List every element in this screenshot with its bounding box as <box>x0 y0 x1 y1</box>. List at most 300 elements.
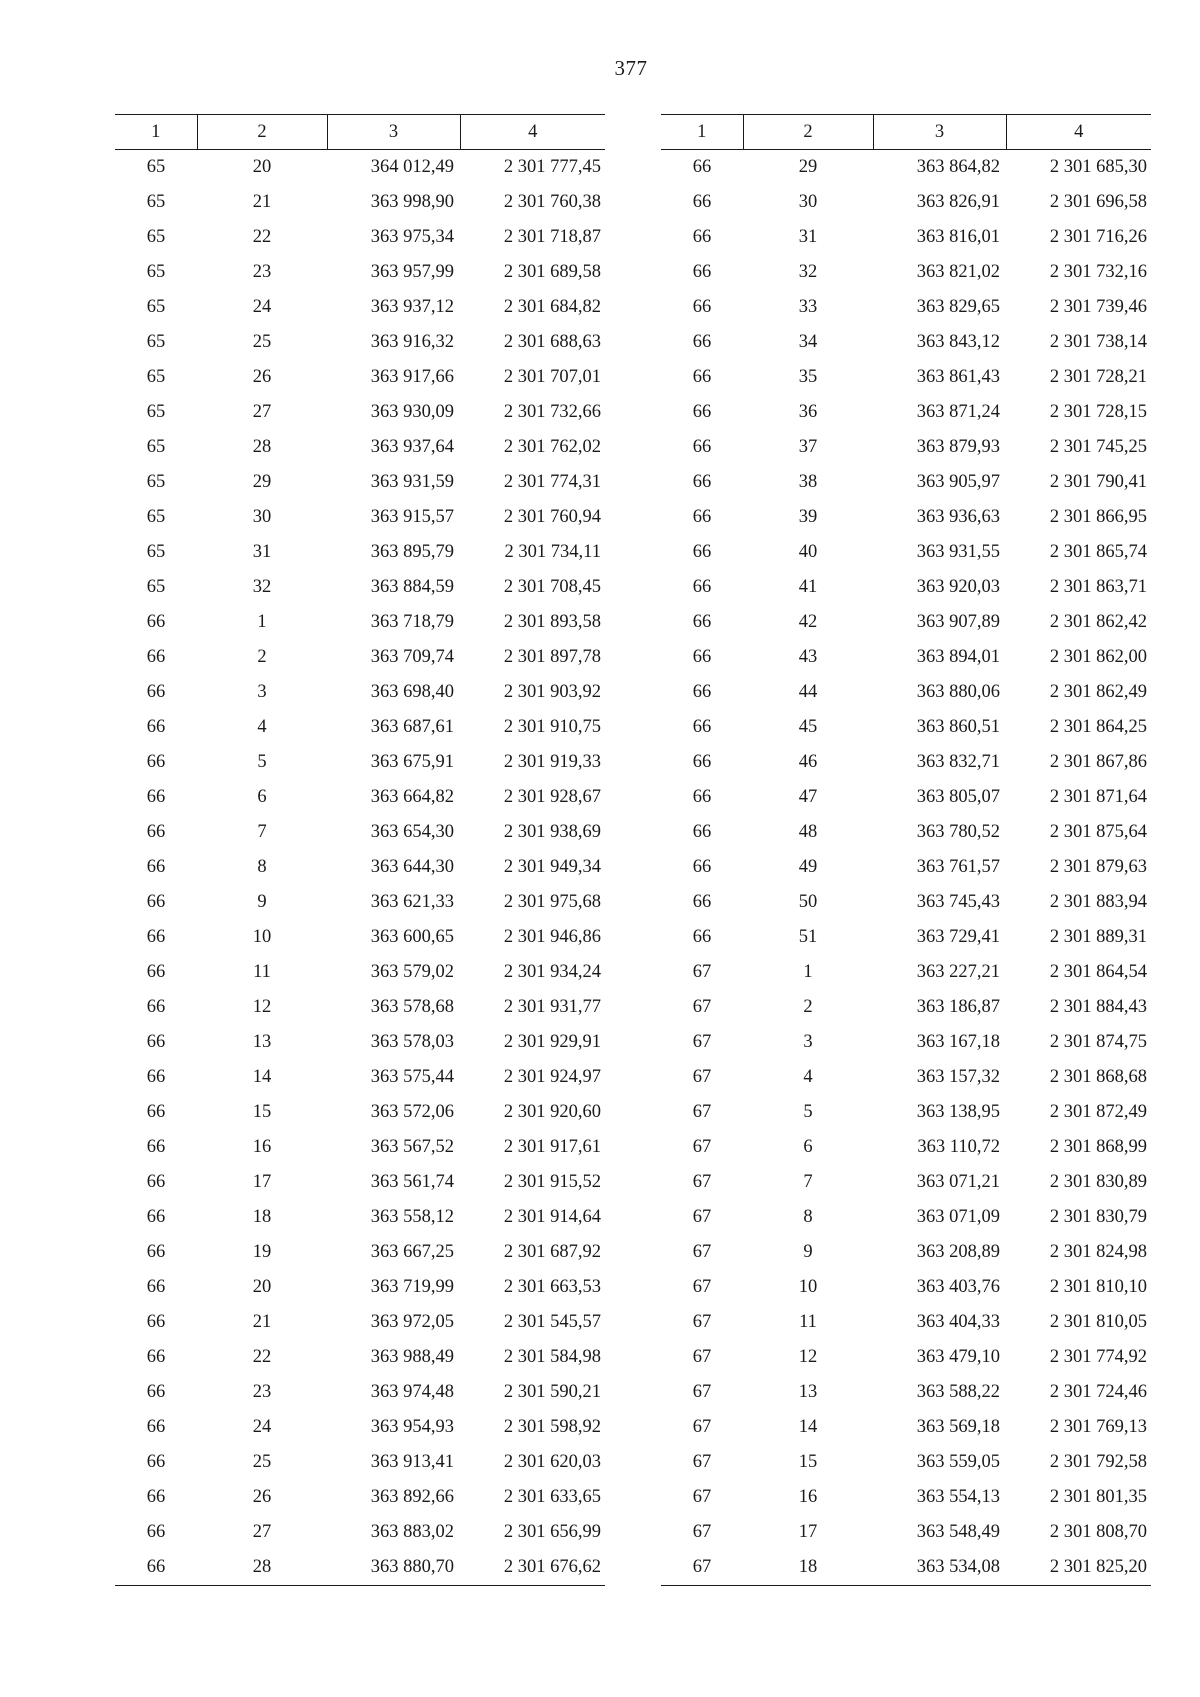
contour-number-cell: 66 <box>146 997 166 1017</box>
contour-number-cell: 66 <box>146 1137 166 1157</box>
point-number-cell: 43 <box>798 647 818 667</box>
coordinate-y-cell: 2 301 866,95 <box>1049 507 1147 527</box>
coordinate-x-cell: 363 884,59 <box>370 577 454 597</box>
point-number-cell: 38 <box>798 472 818 492</box>
coordinate-x-cell: 363 937,64 <box>370 437 454 457</box>
coordinate-x-cell: 363 548,49 <box>916 1522 1000 1542</box>
contour-number-cell: 66 <box>146 1417 166 1437</box>
coordinate-x-cell: 363 558,12 <box>370 1207 454 1227</box>
coordinate-y-cell: 2 301 760,94 <box>503 507 601 527</box>
contour-number-cell: 66 <box>146 1207 166 1227</box>
coordinate-x-cell: 363 561,74 <box>370 1172 454 1192</box>
point-number-cell: 28 <box>197 1550 327 1586</box>
coordinate-y-cell: 2 301 774,31 <box>503 472 601 492</box>
coordinate-x-cell: 363 110,72 <box>917 1137 1000 1157</box>
coordinate-x-cell: 363 698,40 <box>370 682 454 702</box>
point-number-cell: 20 <box>252 157 272 177</box>
contour-number-cell: 67 <box>692 997 712 1017</box>
coordinate-y-cell: 2 301 810,05 <box>1049 1312 1147 1332</box>
contour-number-cell: 66 <box>146 857 166 877</box>
coordinate-y-cell: 2 301 889,31 <box>1049 927 1147 947</box>
table-row <box>115 1235 605 1270</box>
coordinate-x-cell: 363 905,97 <box>916 472 1000 492</box>
coordinate-x-cell: 363 404,33 <box>916 1312 1000 1332</box>
coordinate-x-cell: 363 675,91 <box>370 752 454 772</box>
contour-number-cell: 66 <box>692 612 712 632</box>
point-number-cell: 5 <box>257 752 267 772</box>
coordinate-x-cell: 363 894,01 <box>916 647 1000 667</box>
contour-number-cell: 67 <box>692 1067 712 1087</box>
point-number-cell: 29 <box>252 472 272 492</box>
point-number-cell: 4 <box>257 717 267 737</box>
coordinate-y-cell: 2 301 830,89 <box>1049 1172 1147 1192</box>
coordinate-y-cell: 2 301 739,46 <box>1049 297 1147 317</box>
contour-number-cell: 67 <box>692 1487 712 1507</box>
point-number-cell: 42 <box>798 612 818 632</box>
contour-number-cell: 66 <box>146 962 166 982</box>
coordinate-y-cell: 2 301 975,68 <box>503 892 601 912</box>
point-number-cell: 48 <box>798 822 818 842</box>
coordinate-y-cell: 2 301 684,82 <box>503 297 601 317</box>
coordinate-y-cell: 2 301 745,25 <box>1049 437 1147 457</box>
point-number-cell: 9 <box>803 1242 813 1262</box>
contour-number-cell: 66 <box>146 1032 166 1052</box>
table-row <box>115 500 605 535</box>
coordinate-x-cell: 363 920,03 <box>916 577 1000 597</box>
point-number-cell: 22 <box>252 1347 272 1367</box>
coordinate-y-cell: 2 301 760,38 <box>503 192 601 212</box>
table-row <box>115 675 605 710</box>
table-row <box>661 1235 1151 1270</box>
contour-number-cell: 67 <box>692 1032 712 1052</box>
contour-number-cell: 66 <box>146 892 166 912</box>
coordinate-y-cell: 2 301 946,86 <box>503 927 601 947</box>
coordinate-x-cell: 363 957,99 <box>370 262 454 282</box>
coordinate-y-cell: 2 301 584,98 <box>503 1347 601 1367</box>
point-number-cell: 1 <box>803 962 813 982</box>
coordinate-x-cell: 363 860,51 <box>916 717 1000 737</box>
table-row <box>661 920 1151 955</box>
coordinate-x-cell: 363 664,82 <box>370 787 454 807</box>
point-number-cell: 21 <box>252 1312 272 1332</box>
coordinate-x-cell: 363 861,43 <box>916 367 1000 387</box>
contour-number-cell: 66 <box>146 1347 166 1367</box>
coordinate-x-cell: 363 816,01 <box>916 227 1000 247</box>
coordinate-x-cell: 363 554,13 <box>916 1487 1000 1507</box>
contour-number-cell: 66 <box>146 1312 166 1332</box>
contour-number-cell: 66 <box>692 367 712 387</box>
contour-number-cell: 66 <box>692 717 712 737</box>
table-row <box>115 640 605 675</box>
coordinate-x-cell: 363 479,10 <box>916 1347 1000 1367</box>
point-number-cell: 13 <box>798 1382 818 1402</box>
table-row <box>661 1340 1151 1375</box>
point-number-cell: 8 <box>257 857 267 877</box>
table-row <box>115 605 605 640</box>
contour-number-cell: 66 <box>146 927 166 947</box>
contour-number-cell: 66 <box>692 682 712 702</box>
column-header-3: 3 <box>327 115 460 150</box>
point-number-cell: 7 <box>257 822 267 842</box>
coordinate-y-cell: 2 301 830,79 <box>1049 1207 1147 1227</box>
table-row <box>115 920 605 955</box>
contour-number-cell: 66 <box>692 472 712 492</box>
contour-number-cell: 66 <box>692 542 712 562</box>
coordinate-x-cell: 363 972,05 <box>370 1312 454 1332</box>
contour-number-cell: 66 <box>692 647 712 667</box>
point-number-cell: 26 <box>252 367 272 387</box>
coordinate-y-cell: 2 301 872,49 <box>1049 1102 1147 1122</box>
table-row <box>661 150 1151 186</box>
point-number-cell: 24 <box>252 297 272 317</box>
coordinate-y-cell: 2 301 883,94 <box>1049 892 1147 912</box>
point-number-cell: 44 <box>798 682 818 702</box>
coordinate-x-cell: 363 575,44 <box>370 1067 454 1087</box>
coordinate-y-cell: 2 301 915,52 <box>503 1172 601 1192</box>
coordinate-y-cell: 2 301 938,69 <box>503 822 601 842</box>
coordinate-x-cell: 363 915,57 <box>370 507 454 527</box>
point-number-cell: 23 <box>252 262 272 282</box>
coordinate-y-cell: 2 301 774,92 <box>1049 1347 1147 1367</box>
point-number-cell: 2 <box>257 647 267 667</box>
coordinate-x-cell: 363 936,63 <box>916 507 1000 527</box>
contour-number-cell: 67 <box>692 1312 712 1332</box>
contour-number-cell: 67 <box>661 1550 743 1586</box>
coordinate-y-cell: 2 301 689,58 <box>503 262 601 282</box>
coordinate-y-cell: 2 301 920,60 <box>503 1102 601 1122</box>
point-number-cell: 37 <box>798 437 818 457</box>
coordinate-y-cell: 2 301 590,21 <box>503 1382 601 1402</box>
coordinate-y-cell: 2 301 931,77 <box>503 997 601 1017</box>
table-row <box>661 1375 1151 1410</box>
coordinate-y-cell: 2 301 708,45 <box>503 577 601 597</box>
contour-number-cell: 66 <box>692 507 712 527</box>
point-number-cell: 10 <box>252 927 272 947</box>
point-number-cell: 50 <box>798 892 818 912</box>
point-number-cell: 16 <box>252 1137 272 1157</box>
point-number-cell: 4 <box>803 1067 813 1087</box>
coordinate-x-cell: 363 600,65 <box>370 927 454 947</box>
coordinate-x-cell: 363 578,03 <box>370 1032 454 1052</box>
contour-number-cell: 66 <box>146 1452 166 1472</box>
coordinate-y-cell: 2 301 862,00 <box>1049 647 1147 667</box>
coordinate-y-cell: 2 301 656,99 <box>503 1522 601 1542</box>
point-number-cell: 46 <box>798 752 818 772</box>
contour-number-cell: 65 <box>146 332 166 352</box>
coordinate-x-cell: 363 572,06 <box>370 1102 454 1122</box>
coordinate-x-cell: 363 974,48 <box>370 1382 454 1402</box>
point-number-cell: 14 <box>252 1067 272 1087</box>
coordinate-x-cell: 363 138,95 <box>916 1102 1000 1122</box>
contour-number-cell: 66 <box>692 892 712 912</box>
table-row <box>661 1060 1151 1095</box>
coordinate-y-cell: 2 301 919,33 <box>503 752 601 772</box>
table-row <box>115 815 605 850</box>
point-number-cell: 19 <box>252 1242 272 1262</box>
table-row <box>115 185 605 220</box>
point-number-cell: 32 <box>798 262 818 282</box>
point-number-cell: 31 <box>798 227 818 247</box>
coordinate-y-cell: 2 301 734,11 <box>504 542 601 562</box>
table-row <box>661 745 1151 780</box>
contour-number-cell: 66 <box>146 647 166 667</box>
coordinate-x-cell: 363 829,65 <box>916 297 1000 317</box>
table-row <box>115 290 605 325</box>
contour-number-cell: 67 <box>692 1172 712 1192</box>
contour-number-cell: 67 <box>692 1522 712 1542</box>
table-body <box>115 150 605 1586</box>
point-number-cell: 32 <box>252 577 272 597</box>
coordinate-x-cell: 363 931,55 <box>916 542 1000 562</box>
coordinate-x-cell: 363 883,02 <box>370 1522 454 1542</box>
coordinates-table-left <box>115 114 605 1586</box>
point-number-cell: 6 <box>257 787 267 807</box>
coordinate-y-cell: 2 301 728,15 <box>1049 402 1147 422</box>
point-number-cell: 16 <box>798 1487 818 1507</box>
contour-number-cell: 67 <box>692 1102 712 1122</box>
contour-number-cell: 66 <box>692 437 712 457</box>
table-row <box>115 1480 605 1515</box>
column-header-1: 1 <box>661 115 743 150</box>
coordinate-y-cell: 2 301 879,63 <box>1049 857 1147 877</box>
table-row <box>115 1410 605 1445</box>
table-row <box>661 1305 1151 1340</box>
contour-number-cell: 67 <box>692 1207 712 1227</box>
contour-number-cell: 66 <box>692 402 712 422</box>
table-row <box>115 1200 605 1235</box>
point-number-cell: 30 <box>252 507 272 527</box>
point-number-cell: 13 <box>252 1032 272 1052</box>
coordinate-y-cell: 2 301 824,98 <box>1049 1242 1147 1262</box>
table-row <box>115 1445 605 1480</box>
table-row <box>115 255 605 290</box>
coordinate-y-cell: 2 301 863,71 <box>1049 577 1147 597</box>
table-row <box>115 465 605 500</box>
contour-number-cell: 65 <box>146 472 166 492</box>
coordinate-x-cell: 363 864,82 <box>916 157 1000 177</box>
coordinate-x-cell: 363 821,02 <box>916 262 1000 282</box>
contour-number-cell: 67 <box>692 1242 712 1262</box>
table-row <box>661 990 1151 1025</box>
point-number-cell: 7 <box>803 1172 813 1192</box>
column-header-4: 4 <box>460 115 605 150</box>
table-row <box>661 290 1151 325</box>
coordinate-x-cell: 363 745,43 <box>916 892 1000 912</box>
table-row <box>661 1410 1151 1445</box>
contour-number-cell: 65 <box>146 297 166 317</box>
contour-number-cell: 66 <box>146 787 166 807</box>
coordinate-y-cell: 2 301 914,64 <box>503 1207 601 1227</box>
table-row <box>115 150 605 186</box>
table-row <box>115 745 605 780</box>
point-number-cell: 33 <box>798 297 818 317</box>
coordinate-y-cell: 2 301 903,92 <box>503 682 601 702</box>
coordinate-x-cell: 363 880,06 <box>916 682 1000 702</box>
point-number-cell: 39 <box>798 507 818 527</box>
coordinate-x-cell: 363 805,07 <box>916 787 1000 807</box>
page-number: 377 <box>614 56 648 80</box>
contour-number-cell: 65 <box>146 507 166 527</box>
table-row <box>661 780 1151 815</box>
point-number-cell: 47 <box>798 787 818 807</box>
table-header-row <box>661 115 1151 150</box>
contour-number-cell: 65 <box>146 157 166 177</box>
table-row <box>661 605 1151 640</box>
table-row <box>661 500 1151 535</box>
coordinate-y-cell: 2 301 862,42 <box>1049 612 1147 632</box>
coordinate-x-cell: 363 826,91 <box>916 192 1000 212</box>
coordinate-y-cell: 2 301 917,61 <box>503 1137 601 1157</box>
table-row <box>115 1095 605 1130</box>
point-number-cell: 1 <box>257 612 267 632</box>
table-row <box>661 1165 1151 1200</box>
point-number-cell: 25 <box>252 1452 272 1472</box>
point-number-cell: 51 <box>798 927 818 947</box>
point-number-cell: 28 <box>252 437 272 457</box>
contour-number-cell: 67 <box>692 1452 712 1472</box>
table-row <box>661 640 1151 675</box>
point-number-cell: 5 <box>803 1102 813 1122</box>
table-row <box>115 885 605 920</box>
table-row <box>115 850 605 885</box>
contour-number-cell: 66 <box>692 752 712 772</box>
table-row <box>661 1025 1151 1060</box>
table-row <box>115 360 605 395</box>
coordinate-y-cell: 2 301 934,24 <box>503 962 601 982</box>
table-row <box>115 220 605 255</box>
table-row <box>115 395 605 430</box>
point-number-cell: 12 <box>252 997 272 1017</box>
table-row <box>115 1270 605 1305</box>
contour-number-cell: 65 <box>146 192 166 212</box>
coordinate-x-cell: 363 644,30 <box>370 857 454 877</box>
table-row <box>661 535 1151 570</box>
coordinate-y-cell: 2 301 769,13 <box>1049 1417 1147 1437</box>
contour-number-cell: 66 <box>692 822 712 842</box>
contour-number-cell: 66 <box>146 1102 166 1122</box>
contour-number-cell: 67 <box>692 962 712 982</box>
table-row <box>115 710 605 745</box>
table-row <box>661 1270 1151 1305</box>
coordinate-y-cell: 2 301 868,68 <box>1049 1067 1147 1087</box>
table-row <box>661 220 1151 255</box>
point-number-cell: 18 <box>743 1550 873 1586</box>
point-number-cell: 15 <box>798 1452 818 1472</box>
contour-number-cell: 66 <box>146 1242 166 1262</box>
coordinate-x-cell: 363 569,18 <box>916 1417 1000 1437</box>
point-number-cell: 14 <box>798 1417 818 1437</box>
table-row <box>115 1515 605 1550</box>
coordinate-y-cell: 2 301 825,20 <box>1006 1550 1151 1586</box>
point-number-cell: 20 <box>252 1277 272 1297</box>
coordinate-y-cell: 2 301 685,30 <box>1049 157 1147 177</box>
coordinate-x-cell: 363 930,09 <box>370 402 454 422</box>
contour-number-cell: 66 <box>146 682 166 702</box>
table-header-row <box>115 115 605 150</box>
point-number-cell: 45 <box>798 717 818 737</box>
contour-number-cell: 67 <box>692 1417 712 1437</box>
coordinate-y-cell: 2 301 762,02 <box>503 437 601 457</box>
contour-number-cell: 67 <box>692 1277 712 1297</box>
coordinate-x-cell: 363 208,89 <box>916 1242 1000 1262</box>
coordinate-x-cell: 363 879,93 <box>916 437 1000 457</box>
table-row <box>115 535 605 570</box>
table-row <box>661 1515 1151 1550</box>
table-row <box>661 185 1151 220</box>
point-number-cell: 34 <box>798 332 818 352</box>
coordinate-y-cell: 2 301 867,86 <box>1049 752 1147 772</box>
coordinate-x-cell: 363 071,21 <box>916 1172 1000 1192</box>
contour-number-cell: 66 <box>692 227 712 247</box>
contour-number-cell: 65 <box>146 437 166 457</box>
coordinate-x-cell: 363 578,68 <box>370 997 454 1017</box>
point-number-cell: 8 <box>803 1207 813 1227</box>
table-row <box>661 360 1151 395</box>
table-row <box>661 815 1151 850</box>
coordinate-x-cell: 363 975,34 <box>370 227 454 247</box>
table-row <box>115 325 605 360</box>
coordinate-y-cell: 2 301 728,21 <box>1049 367 1147 387</box>
point-number-cell: 6 <box>803 1137 813 1157</box>
coordinate-y-cell: 2 301 724,46 <box>1049 1382 1147 1402</box>
table-row <box>115 570 605 605</box>
table-row <box>661 1095 1151 1130</box>
contour-number-cell: 67 <box>692 1137 712 1157</box>
contour-number-cell: 66 <box>146 752 166 772</box>
coordinate-x-cell: 363 718,79 <box>370 612 454 632</box>
point-number-cell: 11 <box>799 1312 817 1332</box>
coordinate-y-cell: 2 301 792,58 <box>1049 1452 1147 1472</box>
contour-number-cell: 66 <box>692 332 712 352</box>
coordinate-x-cell: 363 998,90 <box>370 192 454 212</box>
coordinate-y-cell: 2 301 874,75 <box>1049 1032 1147 1052</box>
coordinate-x-cell: 363 843,12 <box>916 332 1000 352</box>
coordinate-y-cell: 2 301 864,54 <box>1049 962 1147 982</box>
coordinate-x-cell: 363 988,49 <box>370 1347 454 1367</box>
point-number-cell: 27 <box>252 402 272 422</box>
point-number-cell: 29 <box>798 157 818 177</box>
table-row <box>661 1130 1151 1165</box>
coordinate-y-cell: 2 301 790,41 <box>1049 472 1147 492</box>
contour-number-cell: 66 <box>146 1487 166 1507</box>
table-row <box>661 1445 1151 1480</box>
contour-number-cell: 66 <box>115 1550 197 1586</box>
table-row <box>661 710 1151 745</box>
coordinate-x-cell: 363 892,66 <box>370 1487 454 1507</box>
table-row <box>661 1550 1151 1586</box>
contour-number-cell: 65 <box>146 227 166 247</box>
table-row <box>115 1375 605 1410</box>
table-row <box>115 1550 605 1586</box>
contour-number-cell: 66 <box>146 1522 166 1542</box>
coordinate-x-cell: 363 186,87 <box>916 997 1000 1017</box>
coordinate-x-cell: 363 559,05 <box>916 1452 1000 1472</box>
coordinate-x-cell: 363 227,21 <box>916 962 1000 982</box>
point-number-cell: 9 <box>257 892 267 912</box>
coordinate-x-cell: 363 780,52 <box>916 822 1000 842</box>
table-row <box>115 1305 605 1340</box>
contour-number-cell: 66 <box>146 822 166 842</box>
contour-number-cell: 66 <box>146 1172 166 1192</box>
coordinate-y-cell: 2 301 676,62 <box>460 1550 605 1586</box>
point-number-cell: 40 <box>798 542 818 562</box>
coordinate-y-cell: 2 301 633,65 <box>503 1487 601 1507</box>
coordinate-x-cell: 363 880,70 <box>327 1550 460 1586</box>
coordinate-y-cell: 2 301 862,49 <box>1049 682 1147 702</box>
coordinate-y-cell: 2 301 884,43 <box>1049 997 1147 1017</box>
coordinate-y-cell: 2 301 871,64 <box>1049 787 1147 807</box>
coordinate-y-cell: 2 301 897,78 <box>503 647 601 667</box>
